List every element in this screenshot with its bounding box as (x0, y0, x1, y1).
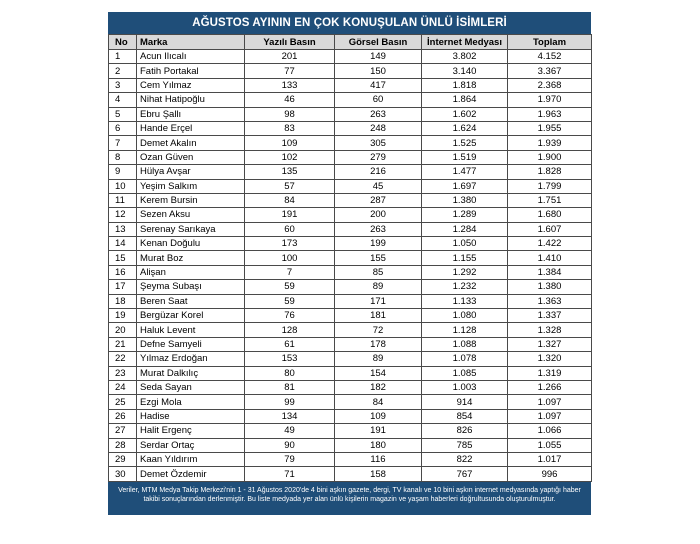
cell-visual-press: 154 (335, 366, 422, 380)
cell-total: 1.328 (508, 323, 592, 337)
table-title: AĞUSTOS AYININ EN ÇOK KONUŞULAN ÜNLÜ İSİMLERİ (108, 12, 591, 34)
ranking-table-card (108, 12, 591, 515)
cell-rank: 24 (109, 380, 137, 394)
cell-rank: 14 (109, 237, 137, 251)
cell-print-press: 84 (245, 193, 335, 207)
column-header-print: Yazılı Basın (245, 35, 335, 50)
cell-total: 1.055 (508, 438, 592, 452)
cell-visual-press: 72 (335, 323, 422, 337)
cell-rank: 2 (109, 64, 137, 78)
cell-total: 1.970 (508, 93, 592, 107)
cell-name: Demet Akalın (137, 136, 245, 150)
cell-total: 1.828 (508, 165, 592, 179)
cell-visual-press: 248 (335, 121, 422, 135)
cell-internet-media: 1.697 (422, 179, 508, 193)
table-row (109, 93, 592, 107)
cell-visual-press: 149 (335, 50, 422, 64)
cell-name: Kaan Yıldırım (137, 452, 245, 466)
cell-print-press: 76 (245, 309, 335, 323)
cell-rank: 27 (109, 424, 137, 438)
cell-rank: 6 (109, 121, 137, 135)
table-row (109, 150, 592, 164)
cell-print-press: 90 (245, 438, 335, 452)
cell-print-press: 59 (245, 280, 335, 294)
cell-visual-press: 199 (335, 237, 422, 251)
cell-visual-press: 200 (335, 208, 422, 222)
cell-total: 1.751 (508, 193, 592, 207)
cell-total: 1.607 (508, 222, 592, 236)
cell-total: 1.380 (508, 280, 592, 294)
cell-name: Murat Dalkılıç (137, 366, 245, 380)
table-row (109, 251, 592, 265)
cell-name: Nihat Hatipoğlu (137, 93, 245, 107)
cell-visual-press: 89 (335, 352, 422, 366)
cell-internet-media: 1.477 (422, 165, 508, 179)
cell-visual-press: 191 (335, 424, 422, 438)
cell-total: 3.367 (508, 64, 592, 78)
table-row (109, 208, 592, 222)
cell-rank: 17 (109, 280, 137, 294)
cell-visual-press: 279 (335, 150, 422, 164)
cell-internet-media: 1.050 (422, 237, 508, 251)
cell-rank: 23 (109, 366, 137, 380)
table-row (109, 237, 592, 251)
cell-name: Haluk Levent (137, 323, 245, 337)
cell-visual-press: 45 (335, 179, 422, 193)
table-row (109, 395, 592, 409)
cell-internet-media: 1.519 (422, 150, 508, 164)
cell-visual-press: 216 (335, 165, 422, 179)
cell-internet-media: 1.602 (422, 107, 508, 121)
table-row (109, 424, 592, 438)
cell-rank: 19 (109, 309, 137, 323)
cell-rank: 4 (109, 93, 137, 107)
table-row (109, 366, 592, 380)
cell-visual-press: 417 (335, 78, 422, 92)
cell-print-press: 83 (245, 121, 335, 135)
cell-rank: 20 (109, 323, 137, 337)
cell-internet-media: 1.080 (422, 309, 508, 323)
cell-internet-media: 1.088 (422, 337, 508, 351)
cell-total: 1.363 (508, 294, 592, 308)
table-header-row (109, 35, 592, 50)
cell-name: Yeşim Salkım (137, 179, 245, 193)
cell-print-press: 49 (245, 424, 335, 438)
column-header-visual: Görsel Basın (335, 35, 422, 50)
cell-print-press: 135 (245, 165, 335, 179)
cell-print-press: 99 (245, 395, 335, 409)
cell-print-press: 173 (245, 237, 335, 251)
cell-print-press: 71 (245, 467, 335, 481)
cell-internet-media: 1.284 (422, 222, 508, 236)
cell-name: Serenay Sarıkaya (137, 222, 245, 236)
table-row (109, 294, 592, 308)
cell-rank: 21 (109, 337, 137, 351)
cell-print-press: 153 (245, 352, 335, 366)
cell-visual-press: 171 (335, 294, 422, 308)
cell-name: Seda Sayan (137, 380, 245, 394)
cell-print-press: 59 (245, 294, 335, 308)
cell-total: 4.152 (508, 50, 592, 64)
table-row (109, 64, 592, 78)
cell-visual-press: 180 (335, 438, 422, 452)
cell-rank: 28 (109, 438, 137, 452)
cell-internet-media: 1.155 (422, 251, 508, 265)
cell-internet-media: 854 (422, 409, 508, 423)
cell-internet-media: 3.802 (422, 50, 508, 64)
cell-print-press: 46 (245, 93, 335, 107)
cell-name: Demet Özdemir (137, 467, 245, 481)
cell-name: Halit Ergenç (137, 424, 245, 438)
cell-total: 1.963 (508, 107, 592, 121)
table-row (109, 193, 592, 207)
table-row (109, 323, 592, 337)
cell-print-press: 201 (245, 50, 335, 64)
cell-total: 1.680 (508, 208, 592, 222)
cell-print-press: 81 (245, 380, 335, 394)
ranking-table (108, 34, 592, 482)
cell-rank: 22 (109, 352, 137, 366)
cell-total: 1.266 (508, 380, 592, 394)
cell-internet-media: 1.133 (422, 294, 508, 308)
cell-rank: 18 (109, 294, 137, 308)
cell-internet-media: 1.864 (422, 93, 508, 107)
cell-internet-media: 1.624 (422, 121, 508, 135)
table-row (109, 222, 592, 236)
cell-name: Serdar Ortaç (137, 438, 245, 452)
cell-visual-press: 287 (335, 193, 422, 207)
cell-total: 1.384 (508, 265, 592, 279)
cell-print-press: 61 (245, 337, 335, 351)
table-row (109, 352, 592, 366)
cell-internet-media: 1.818 (422, 78, 508, 92)
table-row (109, 380, 592, 394)
cell-print-press: 128 (245, 323, 335, 337)
table-row (109, 165, 592, 179)
cell-rank: 29 (109, 452, 137, 466)
cell-internet-media: 3.140 (422, 64, 508, 78)
cell-visual-press: 116 (335, 452, 422, 466)
cell-total: 2.368 (508, 78, 592, 92)
cell-total: 1.320 (508, 352, 592, 366)
cell-total: 1.337 (508, 309, 592, 323)
table-row (109, 107, 592, 121)
table-row (109, 179, 592, 193)
cell-print-press: 109 (245, 136, 335, 150)
cell-total: 1.319 (508, 366, 592, 380)
table-row (109, 467, 592, 481)
table-row (109, 337, 592, 351)
cell-print-press: 7 (245, 265, 335, 279)
cell-visual-press: 155 (335, 251, 422, 265)
cell-print-press: 102 (245, 150, 335, 164)
cell-total: 1.017 (508, 452, 592, 466)
cell-name: Yılmaz Erdoğan (137, 352, 245, 366)
cell-rank: 16 (109, 265, 137, 279)
cell-visual-press: 158 (335, 467, 422, 481)
cell-visual-press: 150 (335, 64, 422, 78)
cell-internet-media: 914 (422, 395, 508, 409)
cell-rank: 9 (109, 165, 137, 179)
cell-rank: 11 (109, 193, 137, 207)
cell-rank: 5 (109, 107, 137, 121)
table-row (109, 409, 592, 423)
column-header-total: Toplam (508, 35, 592, 50)
table-row (109, 121, 592, 135)
cell-rank: 7 (109, 136, 137, 150)
cell-visual-press: 181 (335, 309, 422, 323)
cell-internet-media: 1.003 (422, 380, 508, 394)
cell-name: Bergüzar Korel (137, 309, 245, 323)
column-header-internet: İnternet Medyası (422, 35, 508, 50)
cell-visual-press: 178 (335, 337, 422, 351)
cell-rank: 15 (109, 251, 137, 265)
column-header-name: Marka (137, 35, 245, 50)
cell-print-press: 98 (245, 107, 335, 121)
cell-visual-press: 305 (335, 136, 422, 150)
cell-rank: 25 (109, 395, 137, 409)
cell-total: 1.410 (508, 251, 592, 265)
table-row (109, 452, 592, 466)
cell-total: 996 (508, 467, 592, 481)
cell-total: 1.799 (508, 179, 592, 193)
cell-internet-media: 1.232 (422, 280, 508, 294)
cell-visual-press: 109 (335, 409, 422, 423)
cell-total: 1.422 (508, 237, 592, 251)
cell-name: Acun Ilıcalı (137, 50, 245, 64)
cell-name: Kerem Bursin (137, 193, 245, 207)
cell-total: 1.939 (508, 136, 592, 150)
cell-name: Ozan Güven (137, 150, 245, 164)
cell-name: Sezen Aksu (137, 208, 245, 222)
cell-internet-media: 1.292 (422, 265, 508, 279)
table-row (109, 136, 592, 150)
cell-rank: 13 (109, 222, 137, 236)
cell-rank: 26 (109, 409, 137, 423)
cell-print-press: 191 (245, 208, 335, 222)
cell-internet-media: 1.085 (422, 366, 508, 380)
cell-internet-media: 785 (422, 438, 508, 452)
cell-print-press: 100 (245, 251, 335, 265)
cell-rank: 3 (109, 78, 137, 92)
cell-total: 1.900 (508, 150, 592, 164)
cell-name: Kenan Doğulu (137, 237, 245, 251)
cell-total: 1.097 (508, 409, 592, 423)
cell-internet-media: 826 (422, 424, 508, 438)
cell-internet-media: 767 (422, 467, 508, 481)
cell-internet-media: 1.525 (422, 136, 508, 150)
cell-total: 1.955 (508, 121, 592, 135)
cell-name: Beren Saat (137, 294, 245, 308)
cell-name: Cem Yılmaz (137, 78, 245, 92)
cell-internet-media: 822 (422, 452, 508, 466)
cell-visual-press: 89 (335, 280, 422, 294)
cell-rank: 12 (109, 208, 137, 222)
cell-name: Ezgi Mola (137, 395, 245, 409)
cell-print-press: 60 (245, 222, 335, 236)
cell-total: 1.097 (508, 395, 592, 409)
cell-print-press: 134 (245, 409, 335, 423)
cell-print-press: 79 (245, 452, 335, 466)
table-row (109, 280, 592, 294)
cell-total: 1.327 (508, 337, 592, 351)
cell-rank: 1 (109, 50, 137, 64)
cell-internet-media: 1.128 (422, 323, 508, 337)
table-row (109, 50, 592, 64)
cell-rank: 30 (109, 467, 137, 481)
cell-rank: 10 (109, 179, 137, 193)
table-body (109, 50, 592, 482)
cell-name: Şeyma Subaşı (137, 280, 245, 294)
cell-print-press: 80 (245, 366, 335, 380)
cell-print-press: 133 (245, 78, 335, 92)
cell-name: Fatih Portakal (137, 64, 245, 78)
table-row (109, 265, 592, 279)
table-row (109, 438, 592, 452)
cell-visual-press: 84 (335, 395, 422, 409)
cell-visual-press: 182 (335, 380, 422, 394)
cell-name: Murat Boz (137, 251, 245, 265)
cell-total: 1.066 (508, 424, 592, 438)
cell-print-press: 57 (245, 179, 335, 193)
cell-print-press: 77 (245, 64, 335, 78)
cell-name: Ebru Şallı (137, 107, 245, 121)
cell-visual-press: 263 (335, 222, 422, 236)
cell-visual-press: 85 (335, 265, 422, 279)
cell-visual-press: 60 (335, 93, 422, 107)
column-header-no: No (109, 35, 137, 50)
cell-name: Alişan (137, 265, 245, 279)
table-row (109, 78, 592, 92)
cell-internet-media: 1.380 (422, 193, 508, 207)
cell-name: Defne Samyeli (137, 337, 245, 351)
cell-internet-media: 1.078 (422, 352, 508, 366)
cell-name: Hülya Avşar (137, 165, 245, 179)
cell-name: Hande Erçel (137, 121, 245, 135)
cell-name: Hadise (137, 409, 245, 423)
footer-note: Veriler, MTM Medya Takip Merkezi'nin 1 - 31 Ağustos 2020'de 4 bini aşkın gazete, dergi, TV kanalı ve 10 bini aşkın internet medyasında yaptığı haber takibi sonuçlarından derlenmiştir. Bu liste medyada yer alan ünlü kişilerin magazin ve yaşam haberleri doğrultusunda oluşturulmuştur. (108, 482, 591, 515)
table-row (109, 309, 592, 323)
cell-internet-media: 1.289 (422, 208, 508, 222)
cell-visual-press: 263 (335, 107, 422, 121)
cell-rank: 8 (109, 150, 137, 164)
